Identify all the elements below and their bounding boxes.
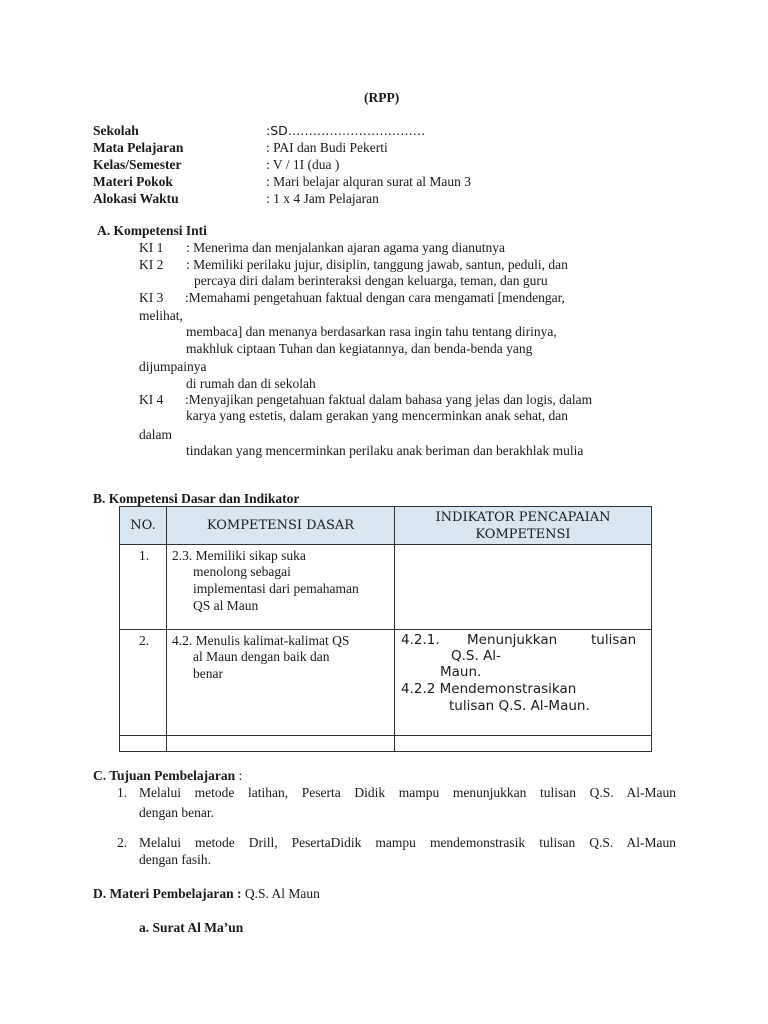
- header-indikator-line2: KOMPETENSI: [475, 526, 571, 542]
- ki2-text-1: : Memiliki perilaku jujur, disiplin, tanggung jawab, santun, peduli, dan: [186, 257, 568, 272]
- section-d-heading-wrap: [93, 885, 320, 902]
- section-c-colon: :: [235, 768, 243, 783]
- ki4-text-2: karya yang estetis, dalam gerakan yang mencerminkan anak sehat, dan: [186, 408, 568, 423]
- ki4-text-4: tindakan yang mencerminkan perilaku anak beriman dan berakhlak mulia: [186, 443, 584, 458]
- section-b-heading: B. Kompetensi Dasar dan Indikator: [93, 491, 300, 506]
- ki3-text-6: di rumah dan di sekolah: [186, 376, 316, 391]
- table-header-row: [120, 507, 652, 545]
- objective-1-num: 1.: [117, 785, 128, 800]
- ki3-code: KI 3: [139, 290, 164, 305]
- ki4-text-3: dalam: [139, 427, 172, 442]
- table-row: [120, 545, 652, 630]
- section-a-heading: A. Kompetensi Inti: [97, 223, 207, 238]
- row2-no: 2.: [139, 633, 150, 648]
- header-indikator-line1: INDIKATOR PENCAPAIAN: [435, 509, 611, 525]
- row2-ind-word-1: Menunjukkan: [467, 632, 558, 648]
- ki2-text-2: percaya diri dalam berinteraksi dengan keluarga, teman, dan guru: [194, 273, 548, 288]
- kompetensi-table: [119, 506, 652, 752]
- row1-kd-line4: QS al Maun: [193, 598, 259, 613]
- objective-1-line1: Melalui metode latihan, Peserta Didik mampu menunjukkan tulisan Q.S. Al-Maun: [139, 785, 676, 800]
- header-no: NO.: [120, 507, 167, 545]
- objective-2-line1: Melalui metode Drill, PesertaDidik mampu mendemonstrasik tulisan Q.S. Al-Maun: [139, 835, 676, 850]
- header-kompetensi-dasar: KOMPETENSI DASAR: [167, 507, 395, 545]
- identity-value-kelas: : V / 1I (dua ): [266, 157, 340, 172]
- ki4-text-1: :Menyajikan pengetahuan faktual dalam bahasa yang jelas dan logis, dalam: [185, 392, 593, 407]
- row2-ind-line4: 4.2.2 Mendemonstrasikan: [401, 681, 577, 697]
- header-indikator: [395, 507, 652, 545]
- ki4-code: KI 4: [139, 392, 164, 407]
- row1-kd-line2: menolong sebagai: [193, 564, 291, 579]
- row2-ind-line5: tulisan Q.S. Al-Maun.: [449, 698, 590, 714]
- row2-ind-line2: Q.S. Al-: [451, 648, 501, 664]
- section-d-subheading: a. Surat Al Ma’un: [139, 920, 244, 935]
- identity-label-kelas: Kelas/Semester: [93, 157, 182, 172]
- ki1-text: : Menerima dan menjalankan ajaran agama yang dianutnya: [186, 240, 505, 255]
- row2-kd-line2: al Maun dengan baik dan: [193, 649, 330, 664]
- ki3-text-4: makhluk ciptaan Tuhan dan kegiatannya, dan benda-benda yang: [186, 341, 533, 356]
- identity-label-sekolah: Sekolah: [93, 123, 139, 138]
- table-row: [120, 736, 652, 752]
- identity-value-materi: : Mari belajar alquran surat al Maun 3: [266, 174, 472, 189]
- ki1-code: KI 1: [139, 240, 164, 255]
- ki3-text-1: :Memahami pengetahuan faktual dengan cara mengamati [mendengar,: [185, 290, 565, 305]
- table-row: [120, 630, 652, 736]
- identity-label-materi: Materi Pokok: [93, 174, 173, 189]
- objective-2-num: 2.: [117, 835, 128, 850]
- identity-label-alokasi: Alokasi Waktu: [93, 191, 179, 206]
- identity-value-sekolah: :SD……………………………: [266, 123, 426, 138]
- section-c-heading: C. Tujuan Pembelajaran: [93, 768, 236, 783]
- identity-label-mapel: Mata Pelajaran: [93, 140, 184, 155]
- document-title: (RPP): [364, 90, 400, 105]
- objective-2-line2: dengan fasih.: [139, 852, 211, 867]
- identity-value-alokasi: : 1 x 4 Jam Pelajaran: [266, 191, 379, 206]
- identity-value-mapel: : PAI dan Budi Pekerti: [266, 140, 388, 155]
- row1-kd-line3: implementasi dari pemahaman: [193, 581, 359, 596]
- section-d-value: Q.S. Al Maun: [241, 886, 320, 901]
- ki2-code: KI 2: [139, 257, 164, 272]
- section-c-heading-wrap: [93, 767, 242, 784]
- ki3-text-2: melihat,: [139, 308, 183, 323]
- objective-1-line2: dengan benar.: [139, 805, 214, 820]
- row1-kd-line1: 2.3. Memiliki sikap suka: [172, 548, 306, 563]
- row2-kd-line3: benar: [193, 666, 223, 681]
- row2-kd-line1: 4.2. Menulis kalimat-kalimat QS: [172, 633, 350, 648]
- section-d-heading: D. Materi Pembelajaran :: [93, 886, 242, 901]
- row1-no: 1.: [139, 548, 150, 563]
- ki3-text-3: membaca] dan menanya berdasarkan rasa ingin tahu tentang dirinya,: [186, 324, 557, 339]
- ki3-text-5: dijumpainya: [139, 359, 207, 374]
- row2-ind-word-2: tulisan: [591, 632, 637, 648]
- row2-ind-code-1: 4.2.1.: [401, 632, 440, 648]
- row2-ind-line3: Maun.: [440, 664, 482, 680]
